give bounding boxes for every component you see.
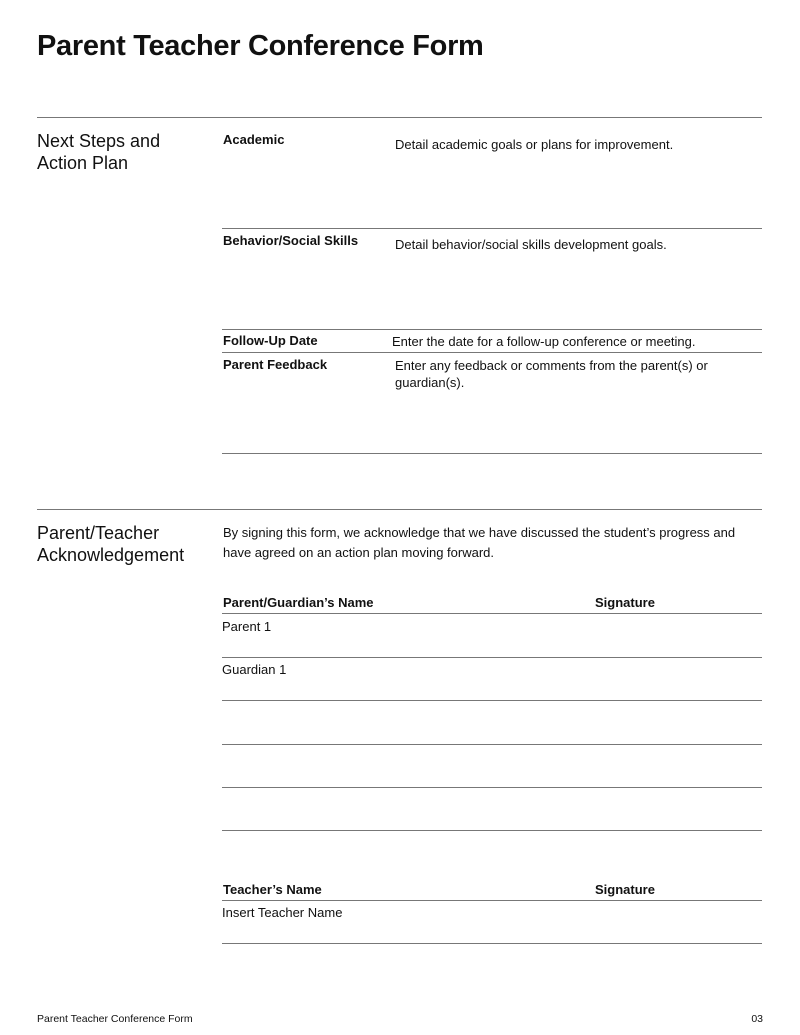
guardian-name-field[interactable]: Guardian 1 [222, 662, 287, 677]
page-title: Parent Teacher Conference Form [37, 30, 484, 62]
divider [222, 329, 762, 330]
parent-feedback-field[interactable]: Enter any feedback or comments from the parent(s) or guardian(s). [395, 358, 708, 390]
teacher-name-header: Teacher’s Name [223, 882, 322, 897]
signature-line[interactable] [222, 787, 762, 788]
acknowledgement-statement: By signing this form, we acknowledge that we have discussed the student’s progress and have agreed on an action plan moving forward. [223, 525, 736, 560]
signature-line[interactable] [222, 700, 762, 701]
signature-header: Signature [595, 595, 655, 610]
divider [222, 900, 762, 901]
behavior-field[interactable]: Detail behavior/social skills development goals. [395, 237, 667, 252]
signature-line[interactable] [222, 744, 762, 745]
footer-title: Parent Teacher Conference Form [37, 1013, 193, 1025]
academic-field[interactable]: Detail academic goals or plans for improvement. [395, 137, 674, 152]
signature-line[interactable] [222, 943, 762, 944]
signature-line[interactable] [222, 830, 762, 831]
page-number: 03 [751, 1013, 763, 1025]
divider [37, 117, 762, 118]
section-heading-acknowledgement: Parent/Teacher Acknowledgement [37, 523, 185, 565]
divider [222, 352, 762, 353]
behavior-label: Behavior/Social Skills [223, 233, 359, 248]
divider [222, 613, 762, 614]
academic-label: Academic [223, 132, 285, 147]
divider [37, 509, 762, 510]
divider [222, 228, 762, 229]
teacher-name-field[interactable]: Insert Teacher Name [222, 905, 343, 920]
section-heading-next-steps: Next Steps and Action Plan [37, 131, 161, 173]
follow-up-date-label: Follow-Up Date [223, 333, 318, 348]
parent-feedback-label: Parent Feedback [223, 357, 328, 372]
teacher-signature-header: Signature [595, 882, 655, 897]
parent-name-field[interactable]: Parent 1 [222, 619, 272, 634]
parent-name-header: Parent/Guardian’s Name [223, 595, 374, 610]
divider [222, 453, 762, 454]
signature-line[interactable] [222, 657, 762, 658]
follow-up-date-field[interactable]: Enter the date for a follow-up conference or meeting. [392, 334, 696, 349]
